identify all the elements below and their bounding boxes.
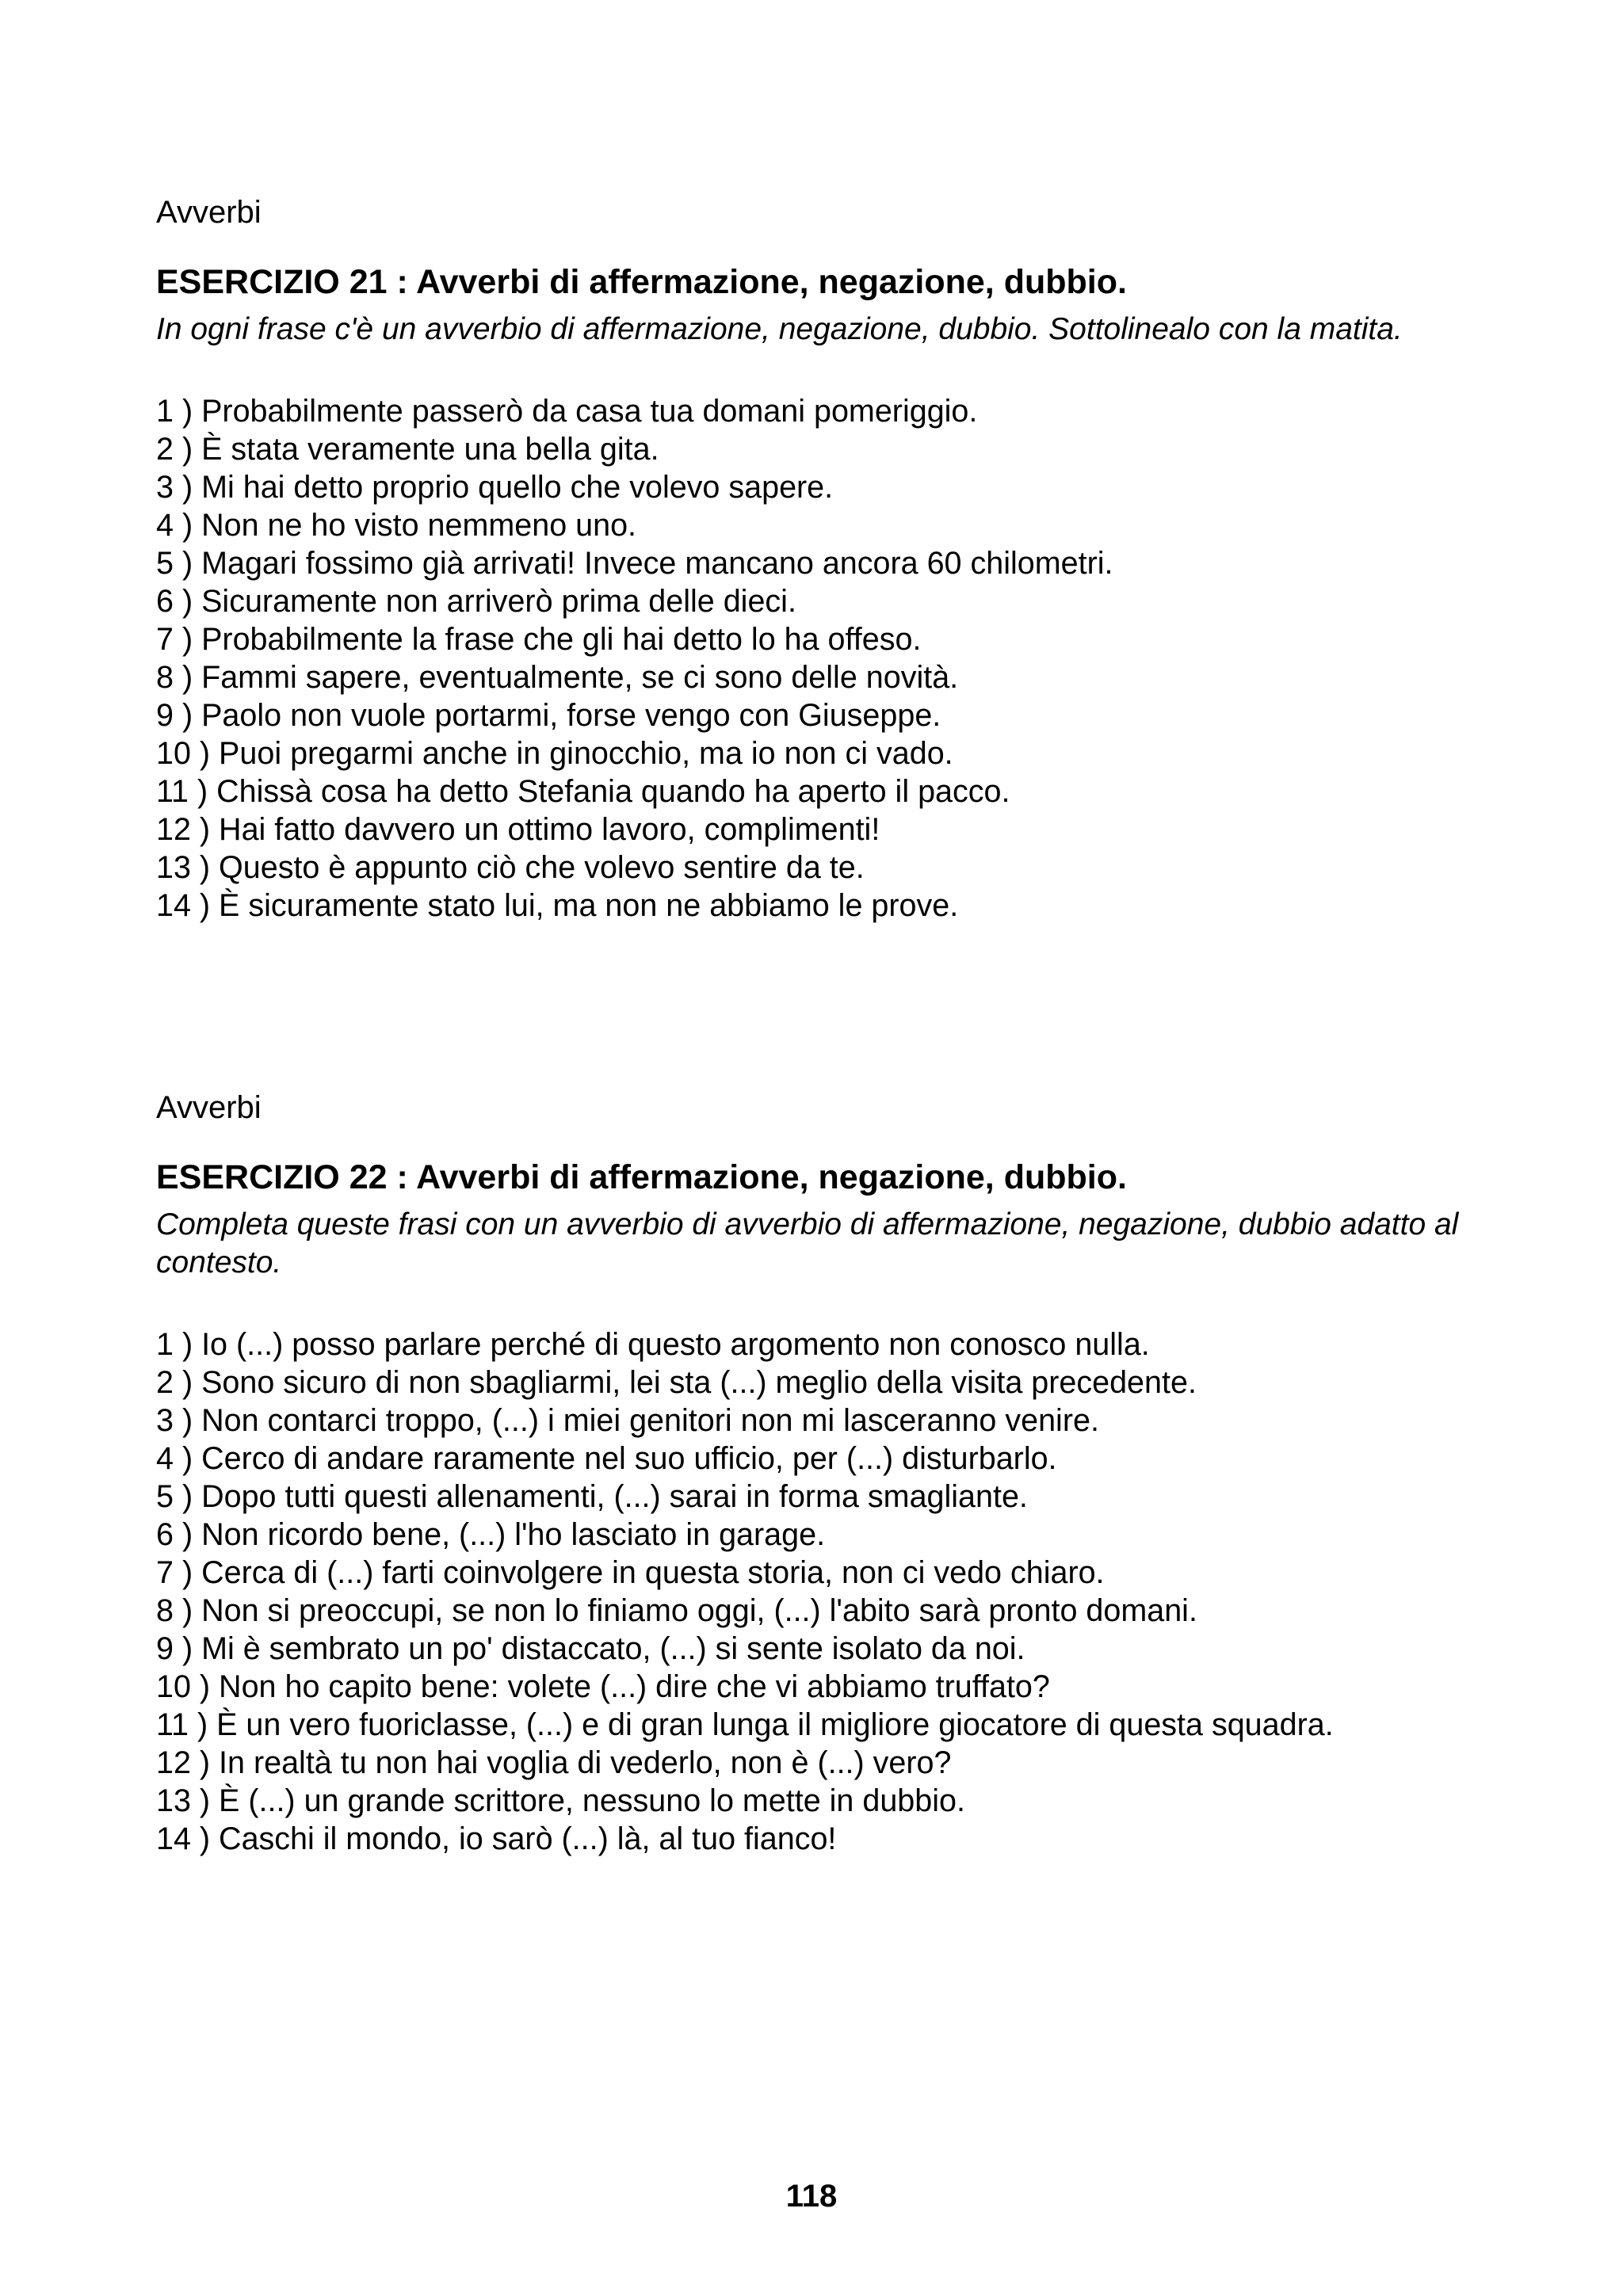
page-number: 118	[785, 2179, 838, 2214]
exercise-title: ESERCIZIO 21 : Avverbi di affermazione, negazione, dubbio.	[156, 263, 1127, 301]
sentence-item: 11 ) È un vero fuoriclasse, (...) e di gran lunga il migliore giocatore di questa squadra.	[156, 1707, 1334, 1742]
sentence-item: 6 ) Non ricordo bene, (...) l'ho lasciato in garage.	[156, 1517, 826, 1552]
exercise-title: ESERCIZIO 22 : Avverbi di affermazione, negazione, dubbio.	[156, 1158, 1127, 1196]
sentence-item: 9 ) Mi è sembrato un po' distaccato, (...) si sente isolato da noi.	[156, 1631, 1025, 1666]
sentence-item: 7 ) Cerca di (...) farti coinvolgere in questa storia, non ci vedo chiaro.	[156, 1555, 1105, 1590]
sentence-item: 11 ) Chissà cosa ha detto Stefania quando ha aperto il pacco.	[156, 774, 1010, 809]
sentence-item: 13 ) Questo è appunto ciò che volevo sentire da te.	[156, 850, 865, 885]
sentence-item: 10 ) Puoi pregarmi anche in ginocchio, ma io non ci vado.	[156, 736, 953, 771]
section-label: Avverbi	[156, 195, 262, 230]
sentence-item: 4 ) Cerco di andare raramente nel suo ufficio, per (...) disturbarlo.	[156, 1441, 1057, 1476]
sentence-item: 14 ) Caschi il mondo, io sarò (...) là, al tuo fianco!	[156, 1821, 837, 1856]
sentence-item: 13 ) È (...) un grande scrittore, nessuno lo mette in dubbio.	[156, 1783, 965, 1818]
exercise-instructions: Completa queste frasi con un avverbio di avverbio di affermazione, negazione, dubbio adatto al contesto.	[156, 1207, 1459, 1280]
exercise-21-section	[156, 193, 1472, 925]
sentence-list	[156, 392, 1472, 925]
exercise-22-section	[156, 1089, 1472, 1858]
sentence-item: 12 ) In realtà tu non hai voglia di vederlo, non è (...) vero?	[156, 1745, 952, 1780]
sentence-item: 14 ) È sicuramente stato lui, ma non ne abbiamo le prove.	[156, 888, 959, 923]
sentence-item: 10 ) Non ho capito bene: volete (...) dire che vi abbiamo truffato?	[156, 1669, 1050, 1704]
sentence-item: 1 ) Probabilmente passerò da casa tua domani pomeriggio.	[156, 394, 978, 429]
sentence-item: 7 ) Probabilmente la frase che gli hai detto lo ha offeso.	[156, 622, 922, 657]
sentence-item: 6 ) Sicuramente non arriverò prima delle dieci.	[156, 584, 796, 619]
sentence-item: 12 ) Hai fatto davvero un ottimo lavoro, complimenti!	[156, 812, 880, 847]
sentence-item: 5 ) Magari fossimo già arrivati! Invece mancano ancora 60 chilometri.	[156, 546, 1113, 581]
sentence-item: 8 ) Non si preoccupi, se non lo finiamo oggi, (...) l'abito sarà pronto domani.	[156, 1593, 1197, 1628]
sentence-item: 8 ) Fammi sapere, eventualmente, se ci sono delle novità.	[156, 660, 959, 695]
sentence-item: 3 ) Mi hai detto proprio quello che volevo sapere.	[156, 470, 834, 505]
exercise-instructions: In ogni frase c'è un avverbio di affermazione, negazione, dubbio. Sottolinealo con la matita.	[156, 312, 1403, 346]
sentence-item: 3 ) Non contarci troppo, (...) i miei genitori non mi lasceranno venire.	[156, 1403, 1099, 1438]
sentence-item: 2 ) Sono sicuro di non sbagliarmi, lei sta (...) meglio della visita precedente.	[156, 1365, 1197, 1400]
sentence-item: 1 ) Io (...) posso parlare perché di questo argomento non conosco nulla.	[156, 1327, 1150, 1362]
sentence-list	[156, 1325, 1472, 1858]
sentence-item: 2 ) È stata veramente una bella gita.	[156, 432, 659, 467]
sentence-item: 4 ) Non ne ho visto nemmeno uno.	[156, 508, 637, 543]
sentence-item: 9 ) Paolo non vuole portarmi, forse vengo con Giuseppe.	[156, 698, 941, 733]
section-label: Avverbi	[156, 1090, 262, 1125]
sentence-item: 5 ) Dopo tutti questi allenamenti, (...) sarai in forma smagliante.	[156, 1479, 1028, 1514]
